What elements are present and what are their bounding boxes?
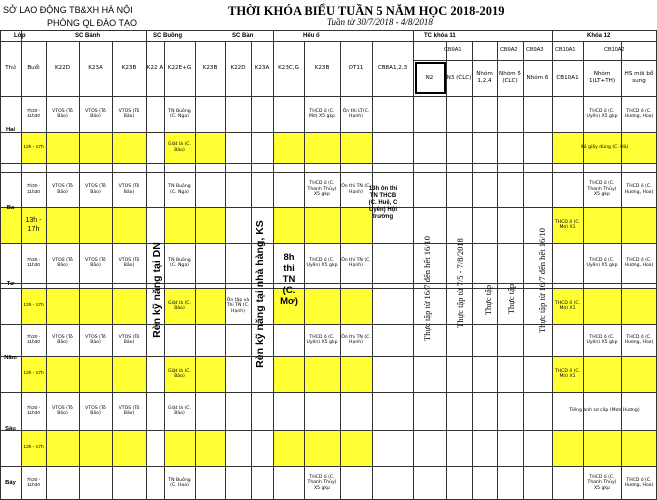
timetable-cell-text: Tiếng anh sơ cấp (Mơn Hương) [569,408,640,414]
timetable-cell[interactable] [79,96,112,132]
column-header-label: K23C,G [278,65,299,71]
week-subtitle: Tuần từ 30/7/2018 - 4/8/2018 [327,17,433,27]
timetable-cell-text: VTOS (Tô Bảo) [85,334,106,345]
timetable-cell-text: THCD ố (C. Thanh Thủy) X5 gkp [587,181,617,198]
timetable-cell-text: VTOS (Tô Bảo) [85,184,106,195]
header-cb9a2: CB9A2 [500,47,518,53]
timetable-cell[interactable] [552,288,583,324]
timetable-cell-text: Ôn thi TN (C. Hạnh) [341,257,371,268]
header-lop: Lớp [14,33,26,39]
timetable-cell[interactable] [583,466,621,500]
timetable-cell-text: VTOS (Tô Bảo) [118,405,140,416]
column-header-label: N2 [425,74,434,81]
session-label: 13h - 17h [25,217,42,233]
day-label: Bảy [5,480,16,486]
header-cb10a1: CB10A1 [555,47,576,53]
timetable-cell[interactable] [164,356,195,392]
timetable-cell-text: VTOS (Tô Bảo) [52,184,73,195]
timetable-cell[interactable] [583,324,621,356]
timetable-cell[interactable] [164,288,195,324]
timetable-cell[interactable] [112,324,146,356]
timetable-cell-text: Giặt là (C. Bảo) [168,300,191,311]
session-label: 13h - 17h [23,445,44,451]
exam-8h-text: 8h thi TN (C. Mơ) [280,251,298,307]
timetable-cell[interactable] [340,96,372,132]
timetable-cell[interactable] [164,392,195,430]
vertical-ren-nh: Rèn kỹ năng tại nhà hàng, KS [254,220,266,368]
timetable-cell-text: Ôn tập và Thi TN (C. Hạnh) [226,297,250,314]
timetable-cell-text: VTOS (Tô Bảo) [85,405,106,416]
grid-line [497,41,498,500]
timetable-cell[interactable] [164,96,195,132]
timetable-cell-text: THCD ố (C. Uyên) X5 gkp [586,257,618,268]
department-name: PHÒNG QL ĐÀO TẠO [47,18,138,28]
timetable-cell[interactable] [552,207,583,243]
timetable-cell[interactable] [621,172,657,207]
grid-line [372,41,373,500]
column-header-label: Nhóm 6 [526,74,549,81]
session-label: 13h - 17h [23,303,44,309]
header-cb10a2: CB10A2 [604,47,625,53]
exam-13h-text: 13h ôn thi TN THCB (C. Huệ, C Uyên) Hội trường [368,185,398,220]
vertical-tt-1: Thực tập [483,284,493,316]
timetable-cell-text: THCD ố (C. Hương, Hoa) [624,184,654,195]
timetable-cell-text: TN Buồng (C. Nga) [168,257,191,268]
timetable-cell-text: THCD ố (C. Mơ) X5 gkp [308,108,336,119]
timetable-cell-text: THCD ố (C. Thanh Thủy) X5 gkp [307,181,337,198]
timetable-cell[interactable] [304,96,340,132]
timetable-cell-text: Giặt là (C. Bảo) [168,405,191,416]
day-label: Tư [6,280,15,287]
timetable-cell[interactable] [112,243,146,283]
timetable-cell[interactable] [552,392,657,430]
timetable-cell[interactable] [164,132,195,163]
timetable-cell-text: THCD ố (C. Uyên) X5 gkp [586,108,618,119]
header-khoa12: Khóa 12 [587,33,611,39]
header-sc-buong: SC Buồng [153,33,182,39]
header-sc-ban: SC Bàn [232,33,254,39]
timetable-cell-text: VTOS (Tô Bảo) [52,257,73,268]
grid-line [0,430,657,431]
column-header-label: OT11 [348,65,364,71]
timetable-cell-text: THCD ố (C. Mơ) X1 [554,368,581,379]
timetable-cell-text: THCD ố (C. Hương, Hoa) [624,257,654,268]
vertical-tt-n3: Thực tập từ 7/5 - 7/8/2018 [455,238,465,328]
timetable-cell-text: VTOS (Tô Bảo) [52,108,73,119]
timetable-cell-text: TN Buồng (C. Nga) [168,108,191,119]
session-label: 7h30 - 11h30 [26,184,41,195]
timetable-cell[interactable] [304,466,340,500]
timetable-cell[interactable] [164,172,195,207]
timetable-cell-text: VTOS (Tô Bảo) [118,257,140,268]
grid-line [251,41,252,500]
timetable-cell[interactable] [583,172,621,207]
timetable-cell[interactable] [225,288,251,324]
grid-line [446,41,447,500]
page-title: THỜI KHÓA BIỂU TUẦN 5 NĂM HỌC 2018-2019 [228,4,505,18]
timetable-cell[interactable] [46,324,79,356]
timetable-cell[interactable] [46,96,79,132]
timetable-cell-text: TN Buồng (C. Hoa) [168,477,191,488]
column-header-label: CB8A1,2,3 [377,65,408,71]
timetable-cell-text: THCD ố (C. Uyên) X5 gkp [306,334,338,345]
timetable-cell[interactable] [621,466,657,500]
column-header-label: K23A [254,65,270,71]
grid-line [523,41,524,500]
column-header-label: K22 A [146,65,164,71]
timetable-cell[interactable] [583,96,621,132]
timetable-cell-text: VTOS (Tô Bảo) [52,405,73,416]
timetable-cell[interactable] [112,96,146,132]
grid-line [0,41,657,42]
session-label: 7h30 - 11h30 [26,108,41,119]
grid-line [472,41,473,500]
timetable-cell-text: Ôn thi TN (C. Hạnh) [341,184,371,195]
column-header-label: HS môi bổ sung [624,71,654,84]
timetable-cell[interactable] [552,356,583,392]
session-label: 7h30 - 11h30 [26,405,41,416]
session-label: 7h30 - 11h30 [26,477,41,488]
timetable-cell[interactable] [340,324,372,356]
timetable-cell-text: Giặt là (C. Bảo) [168,142,191,153]
timetable-cell-text: VTOS (Tô Bảo) [118,108,140,119]
column-header-label: Nhóm 1(LT+TH) [589,71,615,84]
column-header-label: K22D [230,65,246,71]
session-label: 13h - 17h [23,371,44,377]
timetable-cell[interactable] [304,172,340,207]
timetable-cell-text: THCD ố (C. Mơ) X1 [554,219,581,230]
column-header-label: K22E+G [167,65,192,71]
column-header-label: N3 (CLC) [446,74,472,81]
header-cb9a3: CB9A3 [526,47,544,53]
timetable-cell[interactable] [112,392,146,430]
column-header-label: K23B [202,65,218,71]
timetable-cell[interactable] [621,96,657,132]
vertical-tt-cb10: Thực tập từ 16/7 đến hết 16/10 [537,227,547,333]
timetable-cell[interactable] [340,243,372,283]
column-header-label: Buổi [27,65,40,71]
session-label: 13h - 17h [23,144,44,150]
timetable-cell-text: THCD ố (C. Hương, Hoa) [624,108,654,119]
grid-line [195,41,196,500]
timetable-cell-text: TN Buồng (C. Nga) [168,184,191,195]
column-header-label: Thứ [5,65,16,71]
timetable-cell[interactable] [552,132,657,163]
column-header-label: CB10A1 [556,74,579,81]
column-header-label: K23A [88,65,103,71]
timetable-cell-text: Xả giấy dùng (C. Hà) [580,144,629,150]
timetable-cell[interactable] [46,243,79,283]
grid-line [0,163,657,164]
timetable-cell-text: THCD ố (C. Uyên) X5 gkp [586,334,618,345]
column-header-label: K22D [54,65,71,71]
timetable-cell-text: VTOS (Tô Bảo) [52,334,73,345]
timetable-cell[interactable] [46,392,79,430]
timetable-cell[interactable] [304,243,340,283]
grid-line [225,41,226,500]
timetable-cell[interactable] [621,243,657,283]
timetable-cell-text: VTOS (Tô Bảo) [85,108,106,119]
timetable-cell-text: THCD ố (C. Thanh Thủy) X5 gkp [307,474,337,491]
timetable-cell-text: THCD ố (C. Uyên) X5 gkp [306,257,338,268]
header-tc-khoa11: TC khóa 11 [424,33,456,39]
timetable-cell[interactable] [79,172,112,207]
org-name: SỞ LAO ĐỘNG TB&XH HÀ NỘI [3,5,133,15]
timetable-cell-text: VTOS (Tô Bảo) [85,257,106,268]
timetable-cell-text: THCD ố (C. Hương, Hoa) [624,477,654,488]
header-hieu-ao: Hếu ố [303,33,320,39]
timetable-cell-text: VTOS (Tô Bảo) [118,334,140,345]
day-label: Năm [4,355,17,361]
timetable-cell-text: VTOS (Tô Bảo) [118,184,140,195]
grid-line [413,60,657,61]
timetable-cell-text: THCD ố (C. Thanh Thủy) X5 gkp [587,474,617,491]
timetable-cell[interactable] [79,243,112,283]
session-label: 7h30 - 11h30 [26,334,41,345]
vertical-ren-dn: Rèn kỹ năng tại DN [151,242,163,338]
exam-13h-cell [368,172,398,234]
vertical-tt-2: Thực tập [506,283,516,315]
exam-8h-cell [276,236,302,322]
grid-line [0,283,657,284]
timetable-cell-text: THCD ố (C. Mơ) X1 [554,300,581,311]
timetable-cell[interactable] [112,172,146,207]
timetable-cell[interactable] [583,243,621,283]
timetable-cell[interactable] [164,466,195,500]
column-header-label: Nhóm 1,2,4 [476,71,493,84]
timetable-cell-text: THCD ố (C. Hương, Hoa) [624,334,654,345]
vertical-tt-n2: Thực tập từ 16/7 đến hết 16/10 [422,235,432,341]
selected-cell-n2[interactable] [415,62,446,94]
timetable-cell[interactable] [46,172,79,207]
timetable-cell-text: Ôn thi TN (C. Hạnh) [341,334,371,345]
day-label: Hai [5,126,16,133]
column-header-label: K23B [314,65,330,71]
day-label: Ba [6,204,15,211]
day-label: Sáu [5,426,16,432]
column-header-label: K23B [121,65,137,71]
timetable-cell[interactable] [164,243,195,283]
timetable-cell-text: Ôn thi LT(C. Hạnh) [342,108,370,119]
session-label: 7h30 - 11h30 [26,257,41,268]
timetable-cell-text: Giặt là (C. Bảo) [168,368,191,379]
timetable-cell[interactable] [79,324,112,356]
column-header-label: Nhóm 5 (CLC) [499,71,521,84]
header-sc-banh: SC Bánh [75,33,101,39]
timetable-cell[interactable] [79,392,112,430]
timetable-cell[interactable] [304,324,340,356]
header-cb9a1: CB9A1 [444,47,462,53]
timetable-cell[interactable] [621,324,657,356]
